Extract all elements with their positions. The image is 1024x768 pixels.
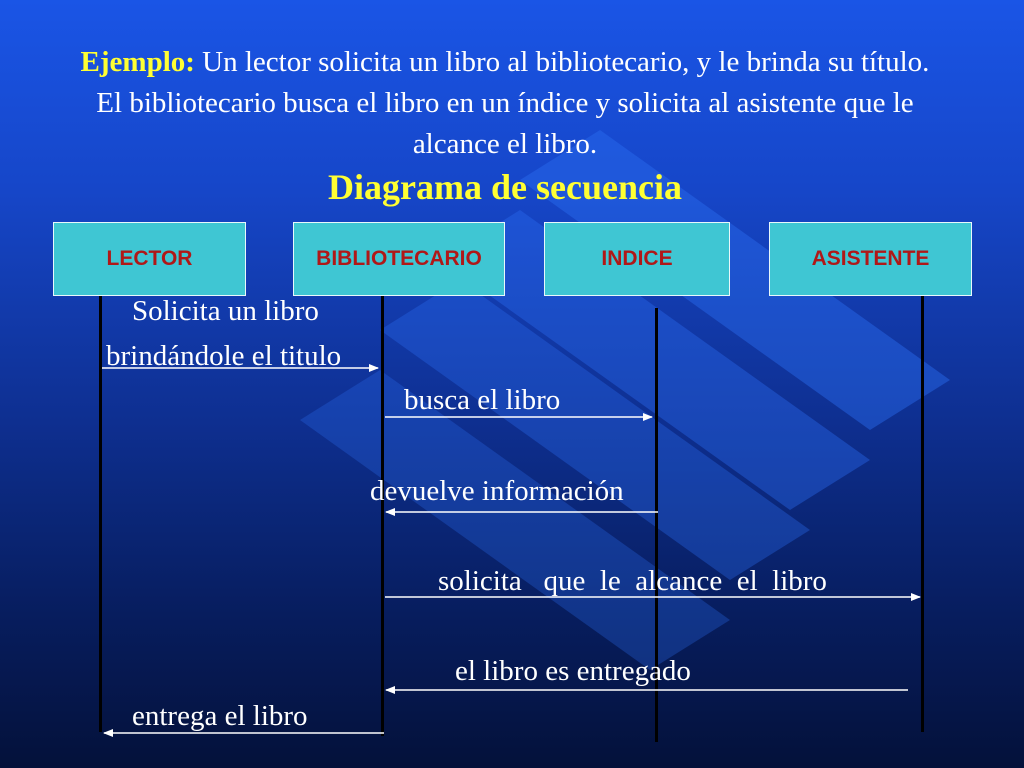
actor-asistente: ASISTENTE [769, 222, 972, 296]
message-4-label: solicita que le alcance el libro [438, 565, 827, 597]
actor-indice: INDICE [544, 222, 730, 296]
actor-bibliotecario: BIBLIOTECARIO [293, 222, 505, 296]
lifeline-bibliotecario [381, 296, 384, 736]
message-1-label-line1: Solicita un libro [132, 295, 319, 327]
example-label: Ejemplo: [80, 46, 195, 78]
message-5-label: el libro es entregado [455, 655, 691, 687]
message-6-label: entrega el libro [132, 700, 308, 732]
lifeline-lector [99, 296, 102, 732]
message-3-label: devuelve información [370, 475, 624, 507]
message-2-label: busca el libro [404, 384, 561, 416]
example-description [70, 42, 940, 165]
example-text: Un lector solicita un libro al bibliotecario, y le brinda su título. El bibliotecario busca el libro en un índice y solicita al asistente que le alcance el libro. [96, 46, 930, 160]
diagram-title: Diagrama de secuencia [328, 167, 682, 207]
message-1-label-line2: brindándole el titulo [106, 340, 342, 372]
lifeline-asistente [921, 296, 924, 732]
actor-lector: LECTOR [53, 222, 246, 296]
